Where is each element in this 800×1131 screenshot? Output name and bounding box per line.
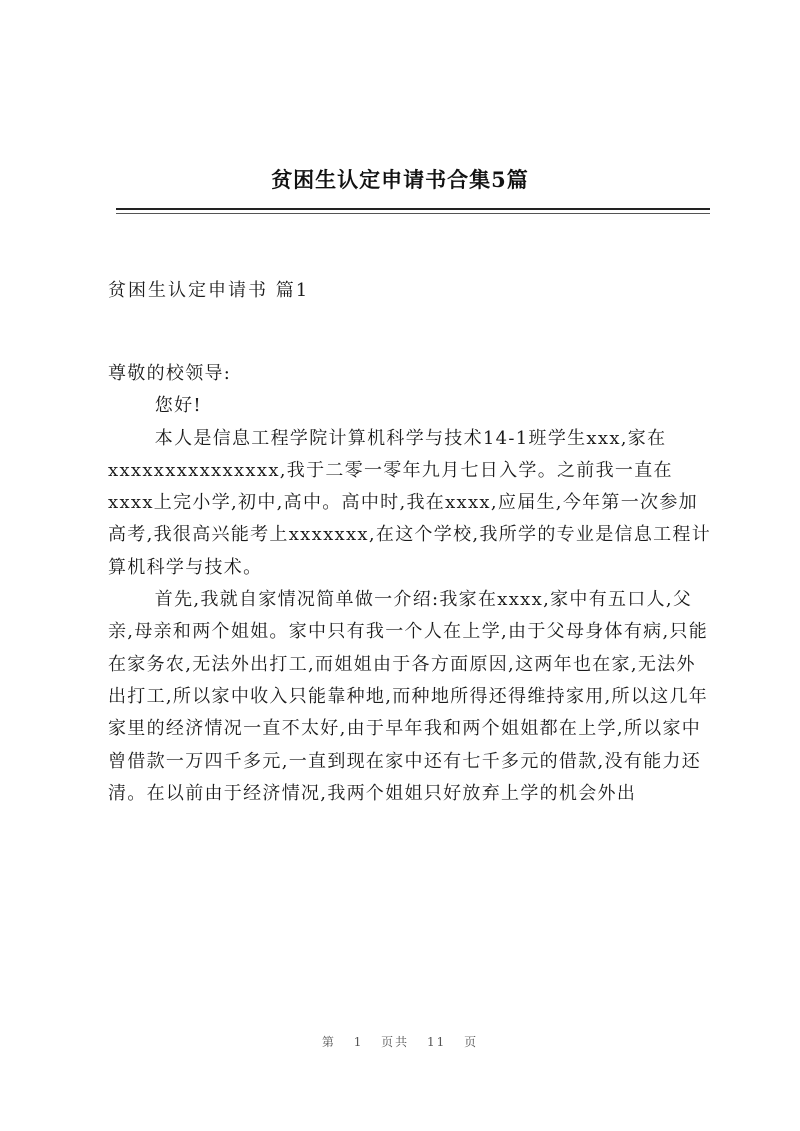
document-body <box>108 358 712 810</box>
title-divider-thin <box>116 213 710 214</box>
paragraph-2: 首先,我就自家情况简单做一介绍:我家在xxxx,家中有五口人,父亲,母亲和两个姐姐。家中只有我一个人在上学,由于父母身体有病,只能在家务农,无法外出打工,而姐姐由于各方面原因,这两年也在家,无法外出打工,所以家中收入只能靠种地,而种地所得还得维持家用,所以这几年家里的经济情况一直不太好,由于早年我和两个姐姐都在上学,所以家中曾借款一万四千多元,一直到现在家中还有七千多元的借款,没有能力还清。在以前由于经济情况,我两个姐姐只好放弃上学的机会外出 <box>108 589 709 804</box>
footer-page-middle: 页共 <box>381 1035 410 1049</box>
page-footer <box>0 1033 800 1050</box>
footer-page-prefix: 第 <box>321 1035 336 1049</box>
greeting: 您好! <box>154 395 202 417</box>
section-heading: 贫困生认定申请书 篇1 <box>108 280 310 301</box>
paragraph-1: 本人是信息工程学院计算机科学与技术14-1班学生xxx,家在xxxxxxxxxxxxxxx,我于二零一零年九月七日入学。之前我一直在xxxx上完小学,初中,高中。高中时,我在xxxx,应届生,今年第一次参加高考,我很高兴能考上xxxxxxx,在这个学校,我所学的专业是信息工程计算机科学与技术。 <box>108 427 712 578</box>
footer-page-suffix: 页 <box>464 1035 479 1049</box>
document-title: 贫困生认定申请书合集5篇 <box>271 167 529 192</box>
footer-total-pages: 11 <box>427 1035 447 1049</box>
footer-page-number: 1 <box>353 1035 364 1049</box>
title-divider <box>116 208 710 210</box>
salutation: 尊敬的校领导: <box>108 363 232 384</box>
